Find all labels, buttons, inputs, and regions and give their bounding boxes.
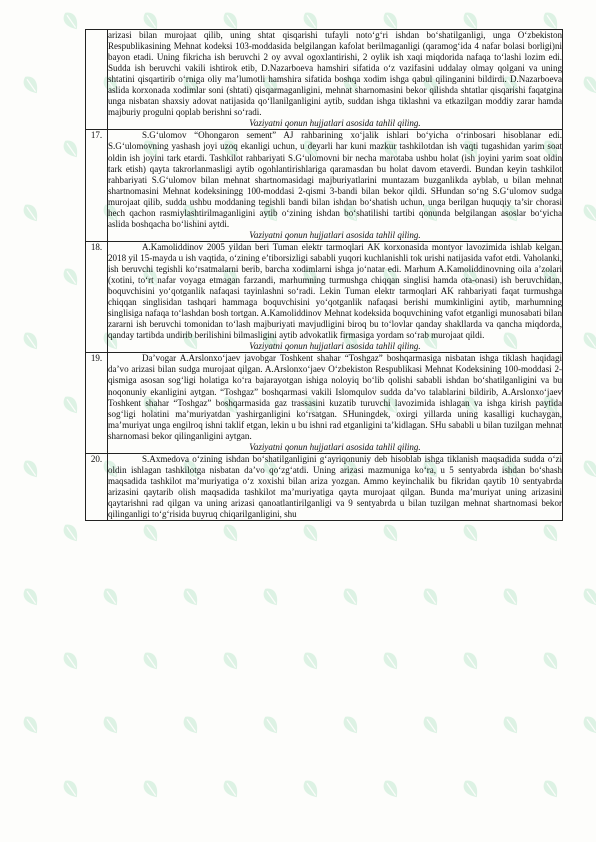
leaf-logo-icon bbox=[136, 646, 167, 677]
leaf-logo-icon bbox=[56, 390, 87, 421]
leaf-logo-icon bbox=[16, 198, 47, 229]
row-number: 20. bbox=[86, 453, 108, 520]
leaf-logo-icon bbox=[56, 646, 87, 677]
table-row bbox=[86, 453, 563, 520]
leaf-logo-icon bbox=[416, 582, 447, 613]
leaf-logo-icon bbox=[496, 710, 527, 741]
leaf-logo-icon bbox=[56, 774, 87, 805]
leaf-logo-icon bbox=[16, 326, 47, 357]
leaf-logo-icon bbox=[216, 646, 247, 677]
leaf-logo-icon bbox=[456, 518, 487, 549]
leaf-logo-icon bbox=[16, 582, 47, 613]
leaf-logo-icon bbox=[456, 774, 487, 805]
leaf-logo-icon bbox=[576, 198, 596, 229]
leaf-logo-icon bbox=[576, 70, 596, 101]
row-number: 17. bbox=[86, 130, 108, 241]
leaf-logo-icon bbox=[576, 582, 596, 613]
task-instruction: Vaziyatni qonun hujjatlari asosida tahlil qiling. bbox=[249, 229, 421, 240]
leaf-logo-icon bbox=[136, 774, 167, 805]
leaf-logo-icon bbox=[536, 518, 567, 549]
case-text: arizasi bilan murojaat qilib, uning shtat qisqarishi tufayli noto‘g‘ri ishdan bo‘shatilganligi, unga O‘zbekiston Respublikasining Mehnat kodeksi 103-moddasida belgilangan kafolat berilmaganligi (qaramog‘ida 4 nafar bolasi borligi)ni bayon etadi. Uning fikricha ish beruvchi 2 oy avval ogoxlantirishi, 2 oylik ish xaqi miqdorida nafaqa to‘lashi lozim edi. Sudda ish beruvchi vakili ishtirok etib, D.Nazarboeva hamshiri sifatida o‘z vazifasini uddalay olmay qolgani va uning shtatini qisqartirib o‘rniga oliy ma’lumotli hamshira sifatida boshqa xodim ishga qabul qilinganini bildirdi. D.Nazarboeva aslida korxonada xodimlar soni (shtati) qisqarmaganligini, mehnat sharnomasini bekor qilishda shtatlar qisqarishi faqatgina unga nisbatan shaxsiy adovat natijasida qo‘llanilganligini aytib, suddan ishga tiklashni va etkazilgan moddiy zarar hamda majburiy progulni qoplab berishni so‘radi. bbox=[108, 30, 562, 118]
leaf-logo-icon bbox=[16, 454, 47, 485]
leaf-logo-icon bbox=[536, 774, 567, 805]
table-row bbox=[86, 241, 563, 352]
leaf-logo-icon bbox=[56, 262, 87, 293]
case-text: S.G‘ulomov “Ohongaron sement” AJ rahbarining xo‘jalik ishlari bo‘yicha o‘rinbosari hisoblanar edi. S.G‘ulomovning yashash joyi uzoq ekanligi uchun, u deyarli har kuni mazkur tashkilotdan ish vaqti tugashidan yarim soat oldin ish joyini tark etardi. Tashkilot rahbariyati S.G‘ulomovni bir necha marotaba ushbu holat (ish joyini yarim soat oldin tark etish) qayta takrorlanmasligi aytib ogohlantirishlariga qaramasdan bu holat davom etaverdi. Bundan keyin tashkilot rahbariyati S.G‘ulomov bilan mehnat shartnomasidagi majburiyatlarini muntazam buzganlikda ayblab, u bilan mehnat shartnomasini Mehnat kodeksiningg 100-moddasi 2-qismi 3-bandi bilan bekor qildi. SHundan so‘ng S.G‘ulomov sudga murojaat qilib, sudda ushbu moddaning tegishli bandi bilan ishdan bo‘shatish uchun, unga berilgan huquqiy ta’sir chorasi hech qachon rasmiylashtirilmaganligini aytib o‘zining ishdan bo‘shatilishi tartibi qonunda belgilangan asoslar bo‘yicha aslida boshqacha bo‘lishini aytdi. bbox=[108, 130, 562, 229]
leaf-logo-icon bbox=[216, 774, 247, 805]
table-row bbox=[86, 353, 563, 453]
case-cell bbox=[108, 30, 563, 130]
case-cell bbox=[108, 353, 563, 453]
row-number: 18. bbox=[86, 241, 108, 352]
leaf-logo-icon bbox=[256, 582, 287, 613]
leaf-logo-icon bbox=[96, 582, 127, 613]
leaf-logo-icon bbox=[96, 710, 127, 741]
task-instruction: Vaziyatni qonun hujjatlari asosida tahlil qiling. bbox=[249, 341, 421, 352]
case-text: S.Axmedova o‘zining ishdan bo‘shatilganligini g‘ayriqonuniy deb hisoblab ishga tiklanish maqsadida sudda o‘zi oldin ishlagan tashkilotga nisbatan da’vo qo‘zg‘atdi. Uning arizasi mazmuniga ko‘ra, u 5 sentyabrda ishdan bo‘shash maqsadida tashkilot ma’muriyatiga o‘z xoxishi bilan ariza yozgan. Ammo keyinchalik bu fikridan qaytib 10 sentyabrda arizasini qaytarib olish maqsadida tashkilot ma’muriyatiga qayta murojaat qilgan. Bunda ma’muriyat uning arizasini qaytarishni rad qilgan va uning arizasi qanoatlantirilganligi va 9 sentyabrda u bilan tuzilgan mehnat shartnomasi bekor qilinganligi to‘g‘risida buyruq chiqarilganligini, shu bbox=[108, 453, 562, 520]
leaf-logo-icon bbox=[576, 710, 596, 741]
row-number: 19. bbox=[86, 353, 108, 453]
leaf-logo-icon bbox=[56, 134, 87, 165]
task-instruction: Vaziyatni qonun hujjatlari asosida tahlil qiling. bbox=[249, 441, 421, 452]
table-row bbox=[86, 30, 563, 130]
leaf-logo-icon bbox=[296, 774, 327, 805]
leaf-logo-icon bbox=[456, 646, 487, 677]
leaf-logo-icon bbox=[496, 582, 527, 613]
leaf-logo-icon bbox=[576, 454, 596, 485]
row-number bbox=[86, 30, 108, 130]
case-table bbox=[85, 29, 563, 521]
leaf-logo-icon bbox=[256, 710, 287, 741]
leaf-logo-icon bbox=[56, 6, 87, 37]
leaf-logo-icon bbox=[576, 326, 596, 357]
leaf-logo-icon bbox=[376, 646, 407, 677]
leaf-logo-icon bbox=[416, 710, 447, 741]
leaf-logo-icon bbox=[16, 710, 47, 741]
case-cell bbox=[108, 241, 563, 352]
table-row bbox=[86, 130, 563, 241]
case-cell bbox=[108, 453, 563, 520]
leaf-logo-icon bbox=[296, 646, 327, 677]
leaf-logo-icon bbox=[336, 710, 367, 741]
case-text: A.Kamoliddinov 2005 yildan beri Tuman elektr tarmoqlari AK korxonasida montyor lavozimida ishlab kelgan. 2018 yil 15-mayda u ish vaqtida, o‘zining e’tiborsizligi sababli yuqori kuchlanishli tok urishi natijasida vafot etdi. Vaholanki, ish beruvchi tegishli ko‘rsatmalarni berib, barcha xodimlarni ishga jo‘natar edi. Marhum A.Kamoliddinovning oila a’zolari (xotini, to‘rt nafar voyaga etmagan farzandi, marhumning turmushga chiqqan singlisi hamda ota-onasi) ish beruvchidan, boquvchisini yo‘qotganlik nafaqasi tayinlashni so‘radi. Lekin Tuman elektr tarmoqlari AK rahbariyati faqat turmushga chiqqan singlisidan tashqari hammaga boquvchisini yo‘qotganlik nafaqasi berishi mumkinligini aytib, marhumning singlisiga nafaqa to‘lashdan bosh tortgan. A.Kamoliddinov Mehnat kodeksida boquvchining vafot etganligi munosabati bilan zararni ish beruvchi tomonidan to‘lash majburiyati mavjudligini biroq bu to‘lovlar qanday shakllarda va qancha miqdorda, qanday tartibda undirib berilishini bilmasligini aytib advokatlik firmasiga yordam so‘rab murojaat qildi. bbox=[108, 241, 562, 341]
leaf-logo-icon bbox=[536, 646, 567, 677]
leaf-logo-icon bbox=[216, 518, 247, 549]
leaf-logo-icon bbox=[296, 518, 327, 549]
task-instruction: Vaziyatni qonun hujjatlari asosida tahlil qiling. bbox=[249, 118, 421, 129]
leaf-logo-icon bbox=[56, 518, 87, 549]
leaf-logo-icon bbox=[16, 70, 47, 101]
leaf-logo-icon bbox=[376, 518, 407, 549]
case-text: Da’vogar A.Arslonxo‘jaev javobgar Toshkent shahar “Toshgaz” boshqarmasiga nisbatan ishga tiklash haqidagi da’vo arizasi bilan sudga murojaat qilgan. A.Arslonxo‘jaev O‘zbekiston Respublikasi Mehnat Kodeksining 100-moddasi 2-qismiga asosan sog‘ligi holatiga ko‘ra bajarayotgan ishiga noloyiq bo‘lib qolishi sababli ishdan bo‘shatilganligini va bu noqonuniy ekanligini aytgan. “Toshgaz” boshqarmasi vakili Islomqulov sudda da’vo talablarini bildirib, A.Arslonxo‘jaev Toshkent shahar “Toshgaz” boshqarmasida gaz trassasini kuzatib turuvchi lavozimida ishlagan va ishga kirish paytida sog‘ligi holatini ma’muriyatdan yashirganligini ko‘rsatgan. SHuningdek, oxirgi yillarda uning kasalligi kuchaygan, ma’muriyat unga engilroq ishni taklif etgan, lekin u bu ishni rad etganligini ta’kidlagan. SHu sababli u bilan tuzilgan mehnat sharnomasi bekor qilinganligini aytgan. bbox=[108, 353, 562, 441]
leaf-logo-icon bbox=[336, 582, 367, 613]
leaf-logo-icon bbox=[176, 582, 207, 613]
leaf-logo-icon bbox=[376, 774, 407, 805]
leaf-logo-icon bbox=[176, 710, 207, 741]
leaf-logo-icon bbox=[136, 518, 167, 549]
case-cell bbox=[108, 130, 563, 241]
